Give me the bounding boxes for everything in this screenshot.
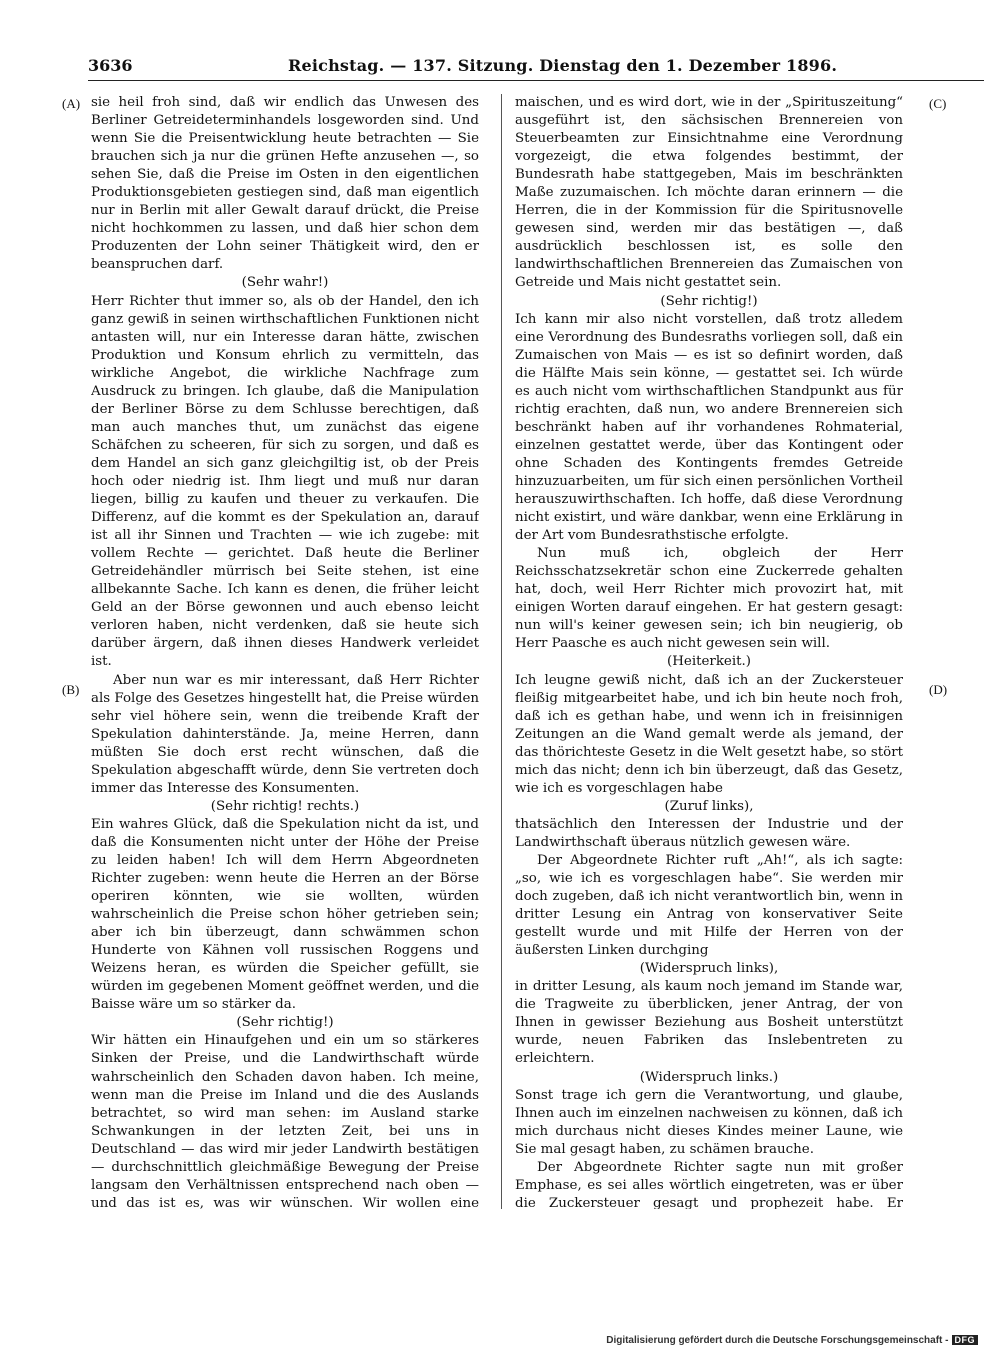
paragraph: Ein wahres Glück, daß die Spekulation nicht da ist, und daß die Konsumenten nicht unter der Höhe der Preise zu leiden haben! Ich will dem Herrn Abgeordneten Richter zugeben: wenn heute die Herren an der Börse operiren könnten, wie sie wollten, würden wahrscheinlich die Preise schon höher getrieben sein; aber ich bin überzeugt, dann schwämmen schon Hunderte von Kähnen voll russischen Roggens und Weizens heran, es würden die Speicher gefüllt, sie würden im gegebenen Moment geöffnet werden, und die Baisse wäre um so stärker da. [91,816,479,1013]
paragraph: Herr Richter thut immer so, als ob der Handel, den ich ganz gewiß in seinen wirthschaftlichen Funktionen nicht antasten will, nur ein Interesse daran hätte, zwischen Produktion und Konsum ehrlich zu vermitteln, das wirkliche Angebot, die wirkliche Nachfrage zum Ausdruck zu bringen. Ich glaube, daß die Manipulation der Berliner Börse zu dem Schlusse berechtigen, daß man auch manches thut, um zunächst das eigene Schäfchen zu scheeren, für sich zu sorgen, und daß es dem Handel an sich ganz gleichgiltig ist, ob der Preis hoch oder niedrig ist. Ihm liegt und muß nur daran liegen, billig zu kaufen und theuer zu verkaufen. Die Differenz, auf die kommt es der Spekulation an, darauf ist all ihr Sinnen und Trachten — wie ich zugebe: mit vollem Rechte — gerichtet. Daß heute die Berliner Getreidehändler mürrisch bei Seite stehen, ist eine allbekannte Sache. Ich kann es denen, die früher leicht Geld an der Börse gewonnen und auch ebenso leicht verloren haben, nicht verdenken, daß sie heute sich darüber ärgern, daß ihnen dieses Handwerk verleidet ist. [91,293,479,670]
left-column [91,94,479,1209]
paragraph: Der Abgeordnete Richter sagte nun mit großer Emphase, es sei alles wörtlich eingetreten, was er über die Zuckersteuer gesagt und prophezeit habe. Er [515,1159,903,1209]
paragraph: Der Abgeordnete Richter ruft „Ah!“, als ich sagte: „so, wie ich es vorgeschlagen habe“. Sie werden mir doch zugeben, daß ich nicht verantwortlich bin, wenn in dritter Lesung ein Antrag von konservativer Seite gestellt wurde und mit Hilfe der Herren von der äußersten Linken durchging [515,852,903,959]
interjection: (Widerspruch links.) [639,1069,779,1085]
margin-marker-c: (C) [929,96,947,111]
interjection: (Sehr richtig!) [236,1015,334,1031]
interjection: (Zuruf links), [664,798,754,814]
paragraph: Aber nun war es mir interessant, daß Herr Richter als Folge des Gesetzes hingestellt hat, die Preise würden sehr viel höhere sein, wenn die treibende Kraft der Spekulation dahinterstände. Ja, meine Herren, dann müßten Sie doch erst recht wünschen, daß die Spekulation abgeschafft würde, denn Sie vertreten doch immer das Interesse des Konsumenten. [91,672,479,796]
page-number: 3636 [88,56,133,75]
margin-marker-a: (A) [62,96,81,111]
interjection: (Sehr richtig! rechts.) [210,798,360,814]
page-header [88,54,984,81]
interjection: (Heiterkeit.) [667,654,751,670]
margin-marker-d: (D) [929,682,948,697]
paragraph: Nun muß ich, obgleich der Herr Reichsschatzsekretär schon eine Zuckerrede gehalten hat, doch, weil Herr Richter mich provozirt hat, mit einigen Worten darauf eingehen. Er hat gestern gesagt: nun will's keiner gewesen sein; ich bin neugierig, ob Herr Paasche es auch nicht gewesen sein will. [515,546,903,652]
interjection: (Widerspruch links), [639,961,779,977]
footer-credit [606,1335,978,1346]
footer-text: Digitalisierung gefördert durch die Deutsche Forschungsgemeinschaft - [606,1335,949,1346]
interjection: (Sehr wahr!) [241,275,329,291]
paragraph: Wir hätten ein Hinaufgehen und ein um so stärkeres Sinken der Preise, und die Landwirthschaft würde wahrscheinlich den Schaden davon haben. Ich meine, wenn man die Preise im Inland und die des Auslands betrachtet, so wird man sehen: im Ausland starke Schwankungen in der letzten Zeit, bei uns in Deutschland — das wird mir jeder Landwirth bestätigen — durchschnittlich gleichmäßige Bewegung der Preise langsam den Verhältnissen entsprechend nach oben — und das ist es, was wir wünschen. Wir wollen eine [91,1033,479,1209]
paragraph: sie heil froh sind, daß wir endlich das Unwesen des Berliner Getreideterminhandels losgeworden sind. Und wenn Sie die Preisentwicklung heute betrachten — Sie brauchen sich ja nur die grünen Hefte anzusehen —, so sehen Sie, daß die Preise im Osten in den eigentlichen Produktionsgebieten gestiegen sind, daß man eigentlich nur in Berlin mit aller Gewalt darauf drückt, die Preise nicht hochkommen zu lassen, und daß hier schon dem Produzenten der Lohn seiner Thätigkeit wird, den er beanspruchen darf. [91,95,479,273]
margin-marker-b: (B) [62,682,80,697]
right-column [515,94,903,1209]
dfg-logo: DFG [952,1335,979,1345]
paragraph: Ich kann mir also nicht vorstellen, daß trotz alledem eine Verordnung des Bundesraths vorliegen soll, daß ein Zumaischen von Mais — es ist so definirt worden, daß die Hälfte Mais sein könne, — gestattet sei. Ich würde es auch nicht vom wirthschaftlichen Standpunkt aus für richtig erachten, daß nun, wo andere Brennereien sich beschränkt haben auf ihr vorhandenes Rohmaterial, einzelnen gestattet werde, über das Kontingent oder ohne Schaden des Kontingents fremdes Getreide hinzuzuarbeiten, um für sich einen persönlichen Vortheil herauszuwirthschaften. Ich hoffe, daß diese Verordnung nicht existirt, und wäre dankbar, wenn eine Erklärung in der Art vom Bundesrathstische erfolgte. [515,311,903,544]
paragraph: Ich leugne gewiß nicht, daß ich an der Zuckersteuer fleißig mitgearbeitet habe, und ich bin heute noch froh, daß ich es gethan habe, und wenn ich in freisinnigen Zeitungen an die Wand gemalt werde als jemand, der das thörichteste Gesetz in die Welt gesetzt habe, so stört mich das nicht; denn ich bin überzeugt, daß das Gesetz, wie ich es vorgeschlagen habe [515,672,903,796]
paragraph: thatsächlich den Interessen der Industrie und der Landwirthschaft überaus nützlich gewesen wäre. [515,816,903,850]
running-title: Reichstag. — 137. Sitzung. Dienstag den 1. Dezember 1896. [288,56,838,75]
interjection: (Sehr richtig!) [660,293,758,309]
paragraph: Sonst trage ich gern die Verantwortung, und glaube, Ihnen auch im einzelnen nachweisen zu können, daß ich mich durchaus nicht dieses Kindes meiner Laune, wie Sie mal gesagt haben, zu schämen brauche. [515,1087,903,1157]
column-divider [501,94,502,1209]
paragraph: in dritter Lesung, als kaum noch jemand im Stande war, die Tragweite zu überblicken, jener Antrag, der von Ihnen in gewisser Beziehung aus Bosheit unterstützt wurde, neuen Fabriken das Inslebentreten zu erleichtern. [515,979,903,1067]
paragraph: maischen, und es wird dort, wie in der „Spirituszeitung“ ausgeführt ist, den sächsischen Brennereien von Steuerbeamten zur Einsichtnahme eine Verordnung vorgezeigt, die etwa folgendes bestimmt, der Bundesrath habe stattgegeben, Mais im beschränkten Maße zuzumaischen. Ich möchte daran erinnern — die Herren, die in der Kommission für die Spiritusnovelle gewesen sind, werden mir das bestätigen —, daß ausdrücklich beschlossen ist, es solle den landwirthschaftlichen Brennereien das Zumaischen von Getreide und Mais nicht gestattet sein. [515,95,903,291]
